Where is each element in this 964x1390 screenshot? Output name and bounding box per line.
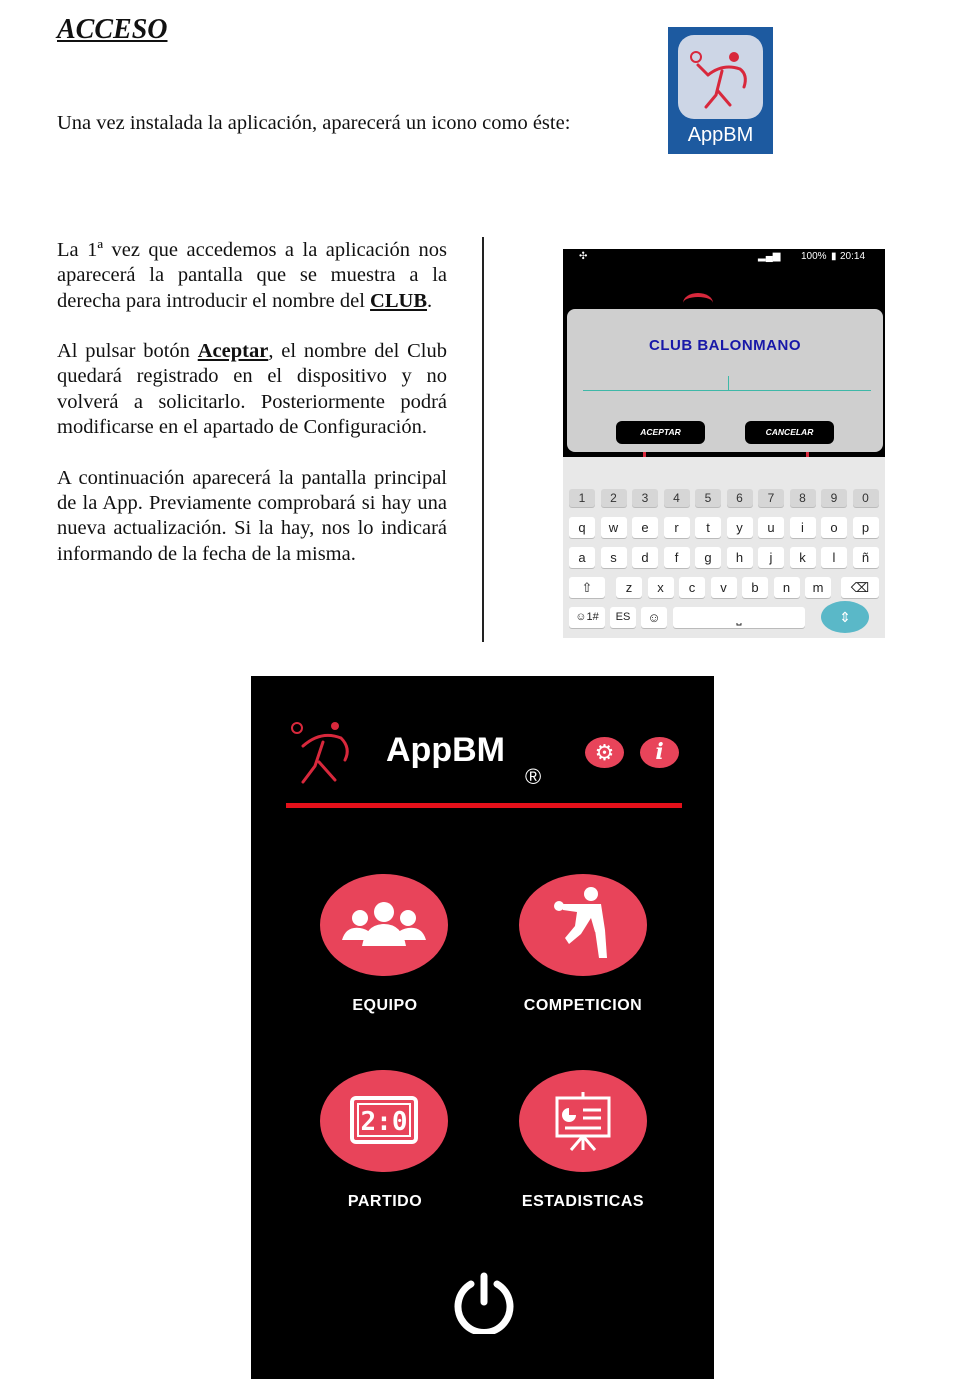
key-4[interactable]: 4 [664, 489, 690, 507]
handball-logo-icon [289, 716, 359, 786]
key-p[interactable]: p [853, 517, 879, 538]
club-dialog-screenshot [563, 249, 885, 638]
paragraph-club: La 1ª vez que accedemos a la aplicación nos aparecerá la pantalla que se muestra a la derecha para introducir el nombre del CLUB. [57, 239, 447, 312]
key-e[interactable]: e [632, 517, 658, 538]
key-y[interactable]: y [727, 517, 753, 538]
app-icon-tile [678, 35, 763, 119]
competicion-label: COMPETICION [523, 997, 643, 1014]
key-f[interactable]: f [664, 547, 690, 568]
key-b[interactable]: b [742, 577, 768, 598]
cancel-button[interactable]: CANCELAR [745, 421, 834, 444]
estadisticas-button[interactable] [519, 1070, 647, 1172]
text-caret [728, 376, 729, 390]
club-dialog [567, 309, 883, 452]
key-1[interactable]: 1 [569, 489, 595, 507]
key-c[interactable]: c [679, 577, 705, 598]
space-key[interactable]: ⎵ [673, 607, 805, 628]
soft-keyboard [563, 457, 885, 638]
main-screen-screenshot [251, 676, 714, 1379]
scoreboard-icon [320, 1070, 448, 1172]
presentation-icon [519, 1070, 647, 1172]
key-8[interactable]: 8 [790, 489, 816, 507]
page-heading: ACCESO [57, 14, 168, 45]
group-icon [320, 874, 448, 976]
header-divider [286, 803, 682, 808]
key-d[interactable]: d [632, 547, 658, 568]
club-name-input[interactable] [583, 390, 871, 391]
key-w[interactable]: w [601, 517, 627, 538]
app-icon-label: AppBM [687, 124, 754, 146]
partido-button[interactable] [320, 1070, 448, 1172]
key-o[interactable]: o [821, 517, 847, 538]
key-i[interactable]: i [790, 517, 816, 538]
key-v[interactable]: v [711, 577, 737, 598]
key-0[interactable]: 0 [853, 489, 879, 507]
equipo-button[interactable] [320, 874, 448, 976]
key-l[interactable]: l [821, 547, 847, 568]
registered-mark: ® [525, 764, 542, 789]
key-t[interactable]: t [695, 517, 721, 538]
shift-key[interactable]: ⇧ [569, 577, 605, 598]
key-r[interactable]: r [664, 517, 690, 538]
key-s[interactable]: s [601, 547, 627, 568]
gear-icon[interactable]: ⚙ [585, 737, 624, 768]
intro-text: Una vez instalada la aplicación, aparecerá un icono como éste: [57, 112, 571, 134]
paragraph-accept: Al pulsar botón Aceptar, el nombre del Club quedará registrado en el dispositivo y no volverá a solicitarlo. Posteriormente podrá modificarse en el apartado de Configuración. [57, 340, 447, 439]
language-key[interactable]: ES [610, 607, 636, 628]
accept-button[interactable]: ACEPTAR [616, 421, 705, 444]
emoji-key[interactable]: ☺ [641, 607, 667, 628]
paragraph-main-screen: A continuación aparecerá la pantalla principal de la App. Previamente comprobará si hay una nueva actualización. Si la hay, nos lo indicará informando de la fecha de la misma. [57, 466, 447, 565]
partido-label: PARTIDO [347, 1193, 423, 1210]
key-2[interactable]: 2 [601, 489, 627, 507]
key-u[interactable]: u [758, 517, 784, 538]
key-h[interactable]: h [727, 547, 753, 568]
signal-icon: ▂▄▆ [758, 251, 781, 262]
key-7[interactable]: 7 [758, 489, 784, 507]
mode-key[interactable]: ☺1# [569, 607, 605, 628]
key-g[interactable]: g [695, 547, 721, 568]
status-bar: ✣ ▂▄▆ 100% ▮ 20:14 [579, 251, 866, 262]
instructions-column [57, 238, 447, 567]
power-icon[interactable] [449, 1272, 519, 1334]
handball-player-icon [678, 35, 763, 119]
competicion-button[interactable] [519, 874, 647, 976]
info-icon[interactable]: i [640, 737, 679, 768]
usb-icon: ✣ [579, 251, 588, 262]
app-icon [668, 27, 773, 154]
key-a[interactable]: a [569, 547, 595, 568]
scoreboard-text: 2:0 [360, 1107, 408, 1137]
dialog-title: CLUB BALONMANO [649, 337, 801, 354]
app-title: AppBM [386, 731, 505, 769]
key-6[interactable]: 6 [727, 489, 753, 507]
key-k[interactable]: k [790, 547, 816, 568]
key-n[interactable]: n [774, 577, 800, 598]
key-3[interactable]: 3 [632, 489, 658, 507]
key-x[interactable]: x [648, 577, 674, 598]
key-j[interactable]: j [758, 547, 784, 568]
key-9[interactable]: 9 [821, 489, 847, 507]
column-divider [482, 237, 484, 642]
backspace-key[interactable]: ⌫ [841, 577, 879, 598]
key-ñ[interactable]: ñ [853, 547, 879, 568]
key-5[interactable]: 5 [695, 489, 721, 507]
equipo-label: EQUIPO [352, 997, 418, 1014]
key-z[interactable]: z [616, 577, 642, 598]
estadisticas-label: ESTADISTICAS [521, 1193, 645, 1210]
battery-icon: ▮ [831, 251, 837, 262]
key-m[interactable]: m [805, 577, 831, 598]
key-q[interactable]: q [569, 517, 595, 538]
player-icon [519, 874, 647, 976]
keyboard-toggle-icon[interactable]: ⇕ [821, 601, 869, 633]
